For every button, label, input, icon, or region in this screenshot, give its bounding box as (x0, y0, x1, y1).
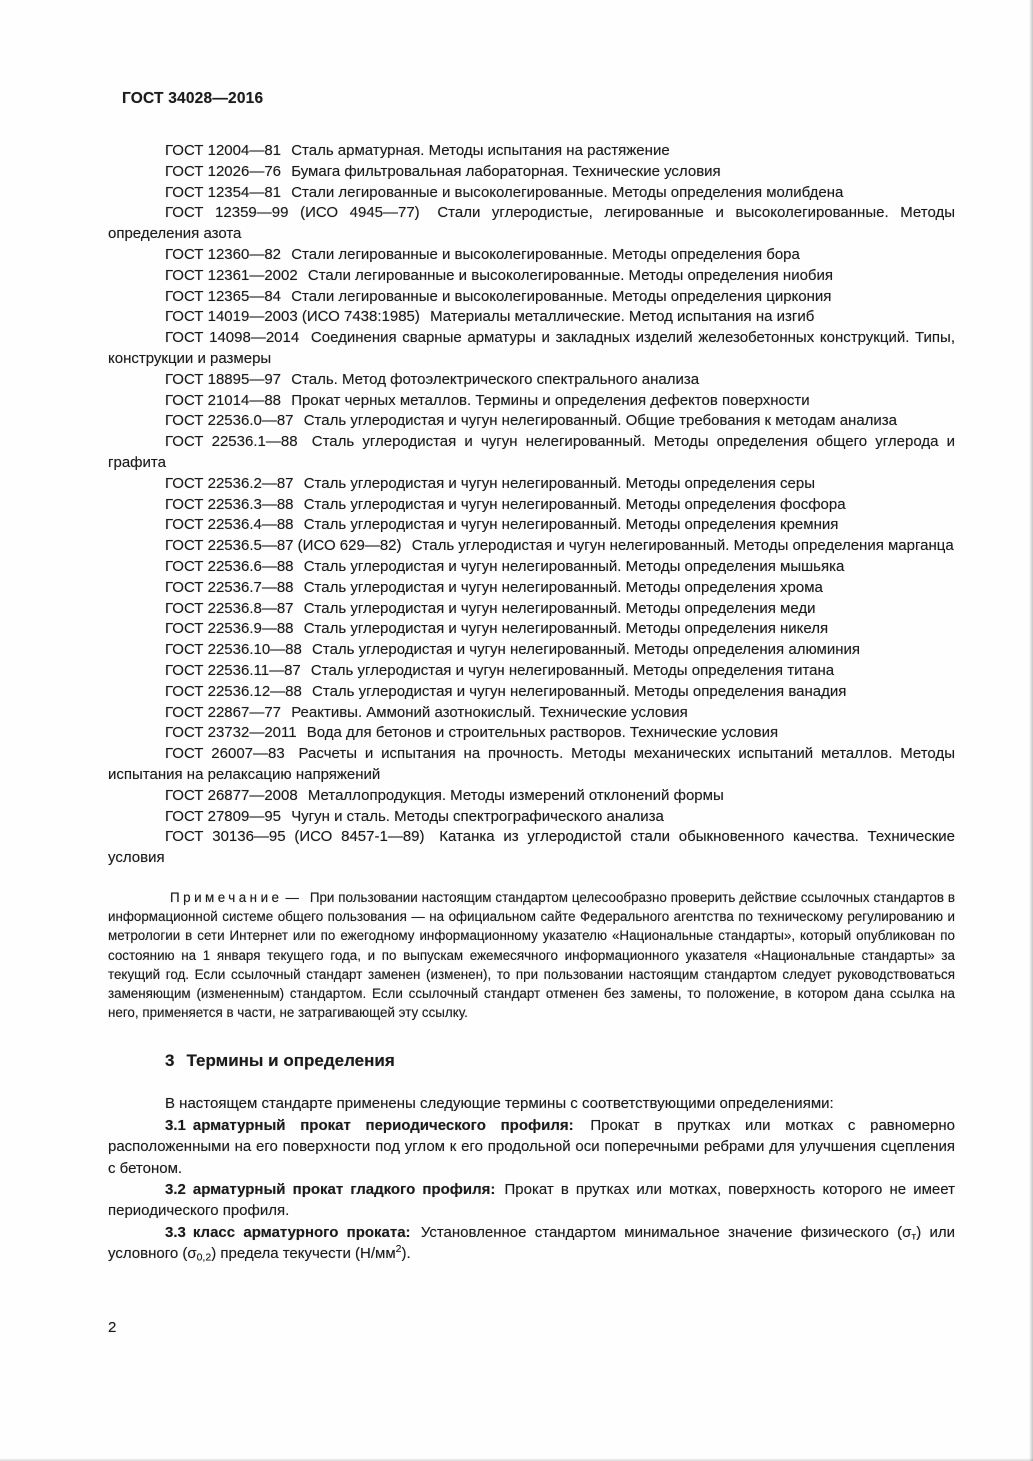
sigma-subscript-t: т (911, 1230, 917, 1243)
reference-code: ГОСТ 22536.3—88 (165, 495, 294, 513)
reference-title: Металлопродукция. Методы измерений отклонений формы (307, 786, 724, 804)
reference-item (108, 328, 955, 370)
reference-item (108, 162, 955, 183)
reference-title: Стали углеродистые, легированные и высоколегированные. Методы определения азота (108, 204, 956, 243)
reference-code: ГОСТ 22536.6—88 (165, 557, 294, 575)
reference-code: ГОСТ 22536.5—87 (ИСО 629—82) (165, 537, 402, 555)
reference-code: ГОСТ 22536.0—87 (165, 412, 294, 430)
reference-item (108, 786, 955, 807)
reference-title: Сталь углеродистая и чугун нелегированный. Методы определения алюминия (312, 641, 861, 659)
reference-title: Сталь. Метод фотоэлектрического спектрального анализа (291, 370, 700, 388)
note-text: При пользовании настоящим стандартом целесообразно проверить действие ссылочных стандартов в информационной системе общего пользования — на официальном сайте Федерального агентства по техническому регулированию и метрологии в сети Интернет или по ежегодному информационному указателю «Национальные стандарты», который опубликован по состоянию на 1 января текущего года, и по выпускам ежемесячного информационного указателя «Национальные стандарты» за текущий год. Если ссылочный стандарт заменен (изменен), то при пользовании настоящим стандартом следует руководствоваться заменяющим (измененным) стандартом. Если ссылочный стандарт отменен без замены, то положение, в котором дана ссылка на него, применяется в части, не затрагивающей эту ссылку. (108, 889, 955, 1021)
reference-code: ГОСТ 22536.2—87 (165, 474, 294, 492)
term-def-part: ) или условного (σ (108, 1223, 955, 1263)
section-title: Термины и определения (186, 1051, 395, 1071)
reference-title: Стали легированные и высоколегированные. Методы определения ниобия (307, 266, 834, 284)
term-def-part: ). (401, 1245, 411, 1263)
reference-item (108, 703, 955, 724)
reference-code: ГОСТ 27809—95 (165, 807, 282, 825)
terms-intro: В настоящем стандарте применены следующие термины с соответствующими определениями: (165, 1095, 834, 1113)
reference-item (108, 682, 955, 703)
mm-squared-superscript: 2 (395, 1243, 402, 1256)
page-number: 2 (108, 1319, 117, 1336)
section-number: 3 (165, 1051, 175, 1071)
reference-title: Катанка из углеродистой стали обыкновенного качества. Технические условия (108, 828, 955, 867)
term-name: класс арматурного проката: (192, 1223, 411, 1241)
sigma-subscript-02: 0,2 (196, 1251, 212, 1264)
reference-item (108, 287, 955, 308)
reference-title: Материалы металлические. Метод испытания на изгиб (430, 308, 815, 326)
reference-title: Сталь арматурная. Методы испытания на растяжение (291, 142, 670, 159)
reference-code: ГОСТ 22536.9—88 (165, 620, 294, 638)
reference-item (108, 245, 955, 266)
reference-title: Сталь углеродистая и чугун нелегированный. Методы определения хрома (303, 578, 823, 596)
reference-code: ГОСТ 30136—95 (ИСО 8457-1—89) (165, 828, 425, 846)
reference-code: ГОСТ 12359—99 (ИСО 4945—77) (165, 204, 420, 222)
reference-code: ГОСТ 12365—84 (165, 287, 282, 305)
term-name: арматурный прокат периодического профиля: (192, 1116, 574, 1134)
term-3-3 (108, 1222, 955, 1265)
reference-code: ГОСТ 22867—77 (165, 703, 282, 721)
reference-item (108, 370, 955, 391)
reference-code: ГОСТ 26007—83 (165, 745, 285, 763)
reference-code: ГОСТ 14098—2014 (165, 329, 300, 347)
reference-code: ГОСТ 12354—81 (165, 183, 282, 201)
reference-item (108, 723, 955, 744)
reference-title: Сталь углеродистая и чугун нелегированный. Методы определения марганца (411, 537, 954, 555)
reference-item (108, 599, 955, 620)
reference-item (108, 266, 955, 287)
page-content (108, 0, 955, 1265)
reference-title: Сталь углеродистая и чугун нелегированный. Методы определения ванадия (312, 682, 847, 700)
reference-title: Сталь углеродистая и чугун нелегированный. Методы определения меди (303, 599, 816, 617)
reference-item (108, 661, 955, 682)
reference-title: Сталь углеродистая и чугун нелегированный. Методы определения никеля (303, 620, 829, 638)
reference-item (108, 141, 955, 162)
section-heading (165, 1049, 955, 1072)
reference-title: Стали легированные и высоколегированные. Методы определения бора (291, 245, 800, 263)
reference-item (108, 391, 955, 412)
note-paragraph (108, 888, 955, 1022)
reference-code: ГОСТ 26877—2008 (165, 786, 298, 804)
term-name: арматурный прокат гладкого профиля: (192, 1180, 496, 1198)
reference-title: Соединения сварные арматуры и закладных изделий железобетонных конструкций. Типы, конструкции и размеры (108, 329, 955, 367)
reference-title: Сталь углеродистая и чугун нелегированный. Методы определения общего углерода и графита (108, 433, 955, 471)
reference-code: ГОСТ 12360—82 (165, 245, 282, 263)
term-def-part: ) предела текучести (Н/мм (211, 1245, 396, 1263)
reference-item (108, 183, 955, 204)
term-def-part: Установленное стандартом минимальное значение физического (σ (420, 1223, 912, 1241)
reference-item (108, 474, 955, 495)
term-3-2-heading (165, 1181, 495, 1198)
reference-item (108, 827, 955, 869)
reference-code: ГОСТ 22536.1—88 (165, 433, 298, 451)
reference-item (108, 640, 955, 661)
reference-title: Сталь углеродистая и чугун нелегированный. Методы определения серы (303, 474, 815, 492)
reference-item (108, 203, 955, 245)
terms-section (108, 1093, 955, 1264)
reference-code: ГОСТ 22536.10—88 (165, 641, 302, 659)
reference-code: ГОСТ 21014—88 (165, 391, 282, 409)
reference-item (108, 307, 955, 328)
reference-item (108, 411, 955, 432)
reference-item (108, 619, 955, 640)
references-list (108, 141, 955, 869)
reference-title: Вода для бетонов и строительных растворов. Технические условия (306, 724, 779, 742)
note-label: Примечание (170, 889, 283, 905)
reference-item (108, 557, 955, 578)
reference-item (108, 744, 955, 786)
reference-title: Чугун и сталь. Методы спектрографического анализа (291, 807, 664, 825)
reference-title: Сталь углеродистая и чугун нелегированный. Методы определения мышьяка (303, 557, 845, 575)
reference-item (108, 578, 955, 599)
note-dash: — (285, 889, 299, 905)
reference-code: ГОСТ 12361—2002 (165, 266, 298, 284)
term-3-3-heading (165, 1224, 411, 1241)
reference-title: Прокат черных металлов. Термины и определения дефектов поверхности (291, 391, 810, 409)
reference-item (108, 432, 955, 474)
reference-title: Сталь углеродистая и чугун нелегированный. Методы определения фосфора (303, 495, 846, 513)
term-3-2 (108, 1179, 955, 1222)
reference-code: ГОСТ 23732—2011 (165, 724, 297, 742)
reference-code: ГОСТ 22536.11—87 (165, 661, 301, 679)
reference-title: Сталь углеродистая и чугун нелегированный. Методы определения кремния (303, 516, 839, 534)
term-definition: Прокат в прутках или мотках, поверхность которого не имеет периодического профиля. (108, 1180, 955, 1220)
term-3-1 (108, 1115, 955, 1179)
reference-code: ГОСТ 22536.7—88 (165, 578, 294, 596)
reference-code: ГОСТ 18895—97 (165, 370, 282, 388)
reference-item (108, 536, 955, 557)
reference-code: ГОСТ 22536.12—88 (165, 682, 302, 700)
reference-title: Расчеты и испытания на прочность. Методы механических испытаний металлов. Методы испытания на релаксацию напряжений (108, 745, 955, 783)
reference-code: ГОСТ 22536.4—88 (165, 516, 294, 534)
reference-title: Сталь углеродистая и чугун нелегированный. Общие требования к методам анализа (303, 412, 898, 430)
reference-item (108, 807, 955, 828)
reference-title: Стали легированные и высоколегированные. Методы определения молибдена (291, 183, 844, 201)
term-3-1-heading (165, 1117, 574, 1134)
term-definition: Прокат в прутках или мотках с равномерно расположенными на его поверхности под углом к его продольной оси поперечными ребрами для улучшения сцепления с бетоном. (108, 1116, 956, 1177)
running-header-code: ГОСТ 34028—2016 (122, 90, 264, 107)
reference-code: ГОСТ 14019—2003 (ИСО 7438:1985) (165, 308, 420, 326)
scan-artifact-right-edge (1029, 0, 1033, 1461)
term-number: 3.2 (165, 1180, 186, 1198)
reference-code: ГОСТ 22536.8—87 (165, 599, 294, 617)
reference-code: ГОСТ 12026—76 (165, 162, 282, 180)
reference-code: ГОСТ 12004—81 (165, 142, 282, 159)
reference-title: Реактивы. Аммоний азотнокислый. Технические условия (291, 703, 688, 721)
reference-item (108, 515, 955, 536)
reference-item (108, 495, 955, 516)
reference-title: Сталь углеродистая и чугун нелегированный. Методы определения титана (310, 661, 835, 679)
reference-title: Стали легированные и высоколегированные. Методы определения циркония (291, 287, 832, 305)
reference-title: Бумага фильтровальная лабораторная. Технические условия (291, 162, 721, 180)
term-number: 3.1 (165, 1116, 186, 1134)
term-number: 3.3 (165, 1223, 186, 1241)
